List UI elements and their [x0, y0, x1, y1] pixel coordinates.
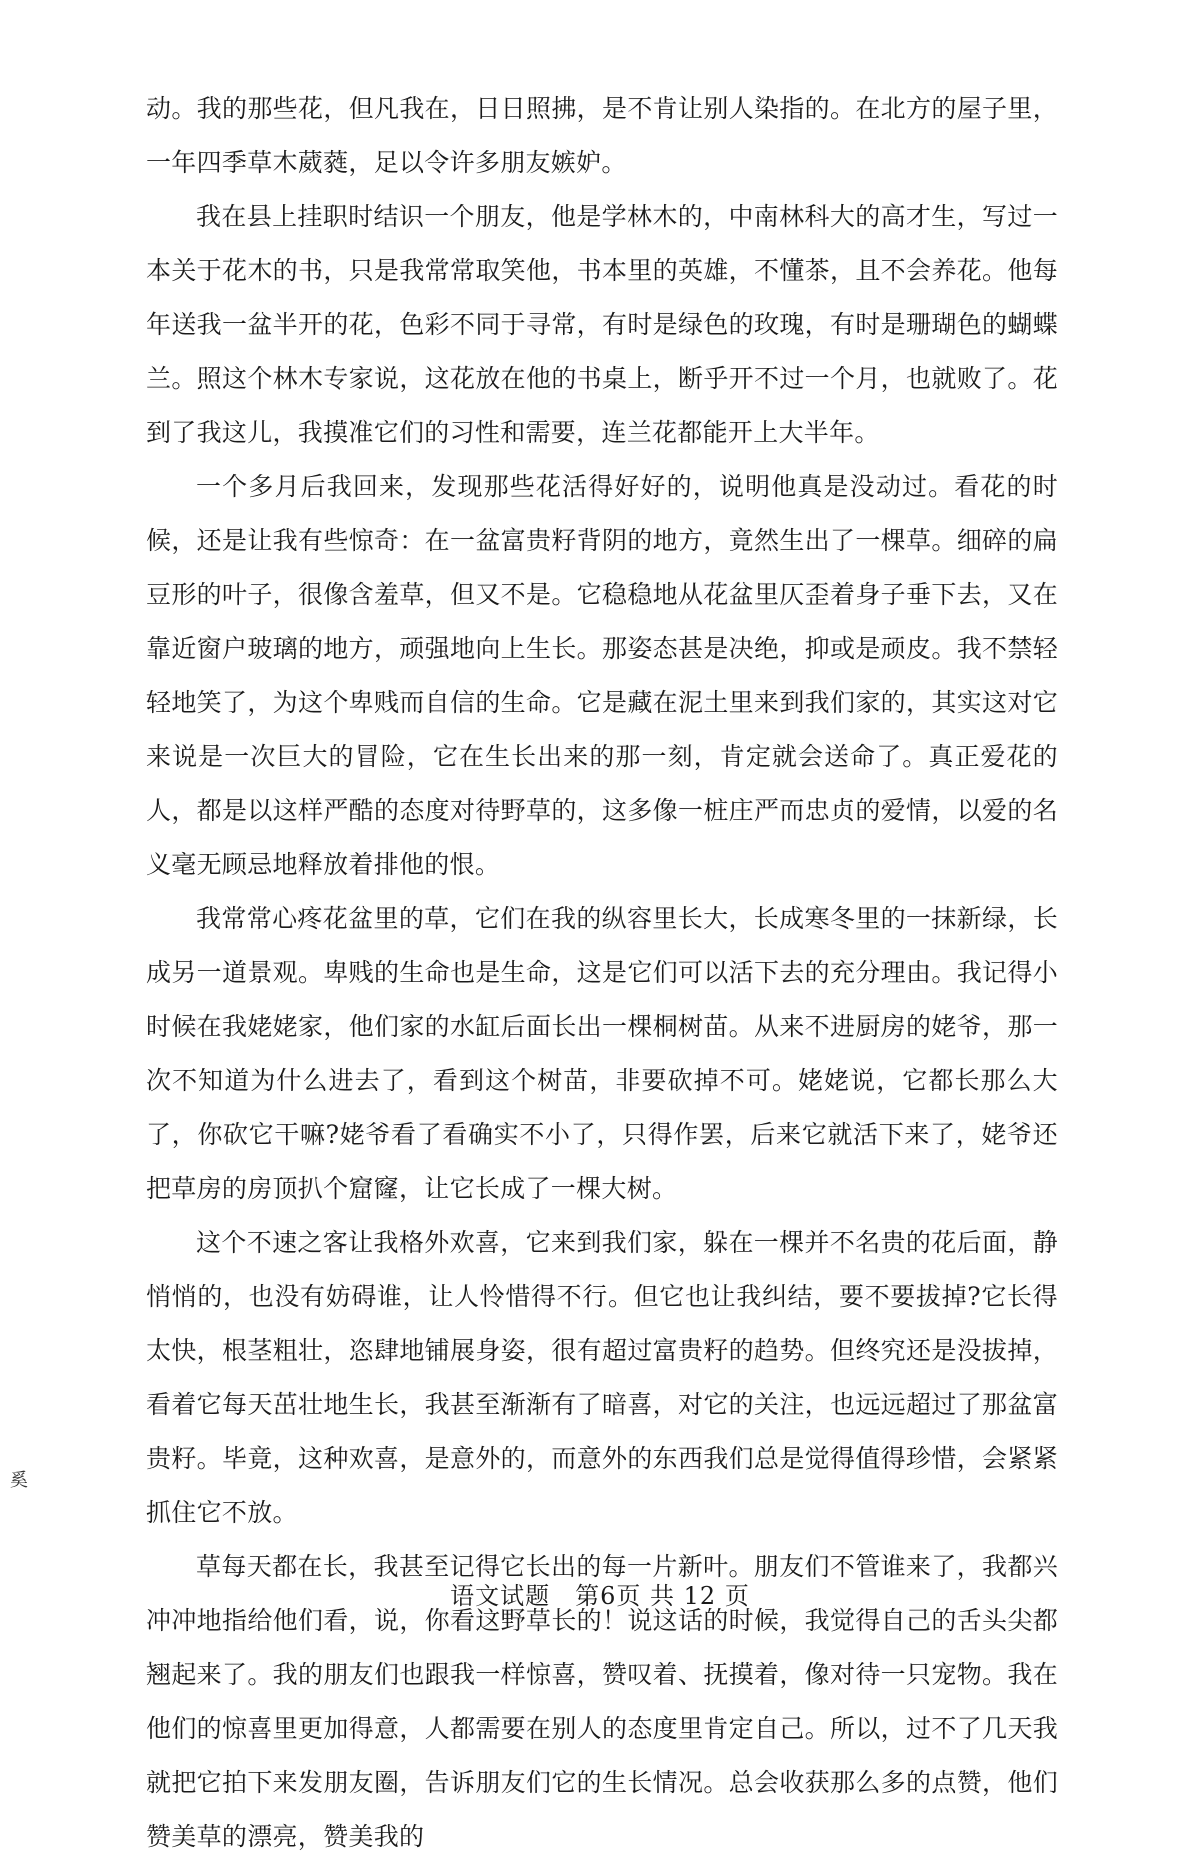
- paragraph-6: 草每天都在长，我甚至记得它长出的每一片新叶。朋友们不管谁来了，我都兴冲冲地指给他们看，说，你看这野草长的！说这话的时候，我觉得自己的舌头尖都翘起来了。我的朋友们也跟我一样惊喜，赞叹着、抚摸着，像对待一只宠物。我在他们的惊喜里更加得意，人都需要在别人的态度里肯定自己。所以，过不了几天我就把它拍下来发朋友圈，告诉朋友们它的生长情况。总会收获那么多的点赞，他们赞美草的漂亮，赞美我的: [146, 1552, 1058, 1851]
- paragraph-3: 一个多月后我回来，发现那些花活得好好的，说明他真是没动过。看花的时候，还是让我有些惊奇：在一盆富贵籽背阴的地方，竟然生出了一棵草。细碎的扁豆形的叶子，很像含羞草，但又不是。它稳稳地从花盆里仄歪着身子垂下去，又在靠近窗户玻璃的地方，顽强地向上生长。那姿态甚是决绝，抑或是顽皮。我不禁轻轻地笑了，为这个卑贱而自信的生命。它是藏在泥土里来到我们家的，其实这对它来说是一次巨大的冒险，它在生长出来的那一刻，肯定就会送命了。真正爱花的人，都是以这样严酷的态度对待野草的，这多像一桩庄严而忠贞的爱情，以爱的名义毫无顾忌地释放着排他的恨。: [146, 472, 1058, 879]
- paragraph-1: 动。我的那些花，但凡我在，日日照拂，是不肯让别人染指的。在北方的屋子里，一年四季草木葳蕤，足以令许多朋友嫉妒。: [146, 94, 1058, 177]
- paragraph-5: 这个不速之客让我格外欢喜，它来到我们家，躲在一棵并不名贵的花后面，静悄悄的，也没有妨碍谁，让人怜惜得不行。但它也让我纠结，要不要拔掉?它长得太快，根茎粗壮，恣肆地铺展身姿，很有超过富贵籽的趋势。但终究还是没拔掉，看着它每天茁壮地生长，我甚至渐渐有了暗喜，对它的关注，也远远超过了那盆富贵籽。毕竟，这种欢喜，是意外的，而意外的东西我们总是觉得值得珍惜，会紧紧抓住它不放。: [146, 1228, 1058, 1527]
- paragraph-4: 我常常心疼花盆里的草，它们在我的纵容里长大，长成寒冬里的一抹新绿，长成另一道景观。卑贱的生命也是生命，这是它们可以活下去的充分理由。我记得小时候在我姥姥家，他们家的水缸后面长出一棵桐树苗。从来不进厨房的姥爷，那一次不知道为什么进去了，看到这个树苗，非要砍掉不可。姥姥说，它都长那么大了，你砍它干嘛?姥爷看了看确实不小了，只得作罢，后来它就活下来了，姥爷还把草房的房顶扒个窟窿，让它长成了一棵大树。: [146, 904, 1058, 1203]
- margin-mark: 奚: [10, 1470, 28, 1491]
- paragraph-2: 我在县上挂职时结识一个朋友，他是学林木的，中南林科大的高才生，写过一本关于花木的书，只是我常常取笑他，书本里的英雄，不懂茶，且不会养花。他每年送我一盆半开的花，色彩不同于寻常，有时是绿色的玫瑰，有时是珊瑚色的蝴蝶兰。照这个林木专家说，这花放在他的书桌上，断乎开不过一个月，也就败了。花到了我这儿，我摸准它们的习性和需要，连兰花都能开上大半年。: [146, 202, 1058, 447]
- page-footer: 语文试题 第6页 共 12 页: [450, 1582, 750, 1610]
